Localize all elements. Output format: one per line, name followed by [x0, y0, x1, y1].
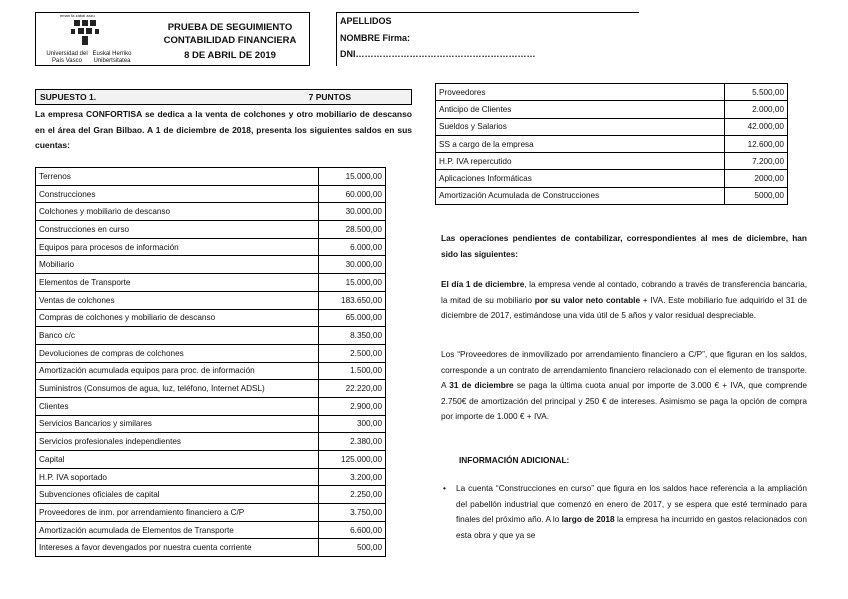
- account-name: H.P. IVA soportado: [36, 468, 319, 486]
- logo-tree-icon: [68, 17, 102, 47]
- account-name: Devoluciones de compras de colchones: [36, 344, 319, 362]
- title-line-3: 8 DE ABRIL DE 2019: [184, 50, 276, 61]
- account-amount: 2.380,00: [319, 433, 386, 451]
- account-amount: 125.000,00: [319, 451, 386, 469]
- text-run: 31 de diciembre: [449, 380, 514, 390]
- text-run: la empresa ha incurrido en gastos relacionados con esta obra y que ya se: [456, 514, 807, 540]
- account-amount: 5000,00: [725, 187, 788, 204]
- account-amount: 2.900,00: [319, 397, 386, 415]
- text-run: , presenta los siguientes saldos en sus cuentas:: [35, 124, 413, 150]
- table-row: [36, 221, 386, 239]
- account-amount: 15.000,00: [319, 274, 386, 292]
- account-amount: 2.500,00: [319, 344, 386, 362]
- text-run: se paga la última cuota anual por importe de 3.000 € + IVA, que comprende 2.750€ de amortización del principal y 250 € de intereses. Asimismo se paga la opción de compra por importe de 1.000 € + IVA.: [441, 380, 808, 421]
- table-row: [36, 168, 386, 186]
- account-amount: 42.000,00: [725, 118, 788, 135]
- balances-table-right: [435, 83, 788, 205]
- account-name: Construcciones en curso: [36, 221, 319, 239]
- table-row: [36, 433, 386, 451]
- account-amount: 7.200,00: [725, 153, 788, 170]
- account-name: Servicios profesionales independientes: [36, 433, 319, 451]
- title-line-1: PRUEBA DE SEGUIMIENTO: [167, 22, 293, 33]
- account-name: SS a cargo de la empresa: [436, 135, 725, 152]
- table-row: [36, 468, 386, 486]
- account-name: Anticipo de Clientes: [436, 101, 725, 118]
- account-amount: 5.500,00: [725, 84, 788, 101]
- account-amount: 2.000,00: [725, 101, 788, 118]
- text-run: por su valor neto contable: [534, 294, 641, 305]
- apellidos-field[interactable]: APELLIDOS: [340, 16, 392, 26]
- student-info-box: [336, 12, 639, 66]
- text-run: El día 1 de diciembre: [441, 279, 525, 289]
- account-amount: 183.650,00: [319, 291, 386, 309]
- table-row: [436, 118, 788, 135]
- table-row: [36, 344, 386, 362]
- text-run: La empresa CONFORTISA se dedica a la venta de colchones y otro mobiliario de descanso en el área del Gran Bilbao. A: [35, 109, 412, 135]
- text-run: + IVA. Este mobiliario fue adquirido el 31 de diciembre de 2017, estimándose una vida útil de 5 años y valor residual despreciable.: [441, 294, 807, 320]
- account-name: Amortización acumulada de Elementos de Transporte: [36, 521, 319, 539]
- table-row: [436, 170, 788, 187]
- account-name: Suministros (Consumos de agua, luz, teléfono, Internet ADSL): [36, 380, 319, 398]
- account-amount: 2.250,00: [319, 486, 386, 504]
- account-amount: 3.750,00: [319, 504, 386, 522]
- account-name: Construcciones: [36, 185, 319, 203]
- account-name: Intereses a favor devengados por nuestra cuenta corriente: [36, 539, 319, 557]
- text-run: largo de 2018: [561, 514, 615, 524]
- table-row: [36, 309, 386, 327]
- account-name: Clientes: [36, 397, 319, 415]
- account-name: Elementos de Transporte: [36, 274, 319, 292]
- account-amount: 30.000,00: [319, 256, 386, 274]
- operation-paragraph-2: [441, 347, 807, 425]
- account-amount: 300,00: [319, 415, 386, 433]
- nombre-field[interactable]: NOMBRE Firma:: [340, 32, 411, 43]
- supuesto-header: [35, 89, 412, 105]
- table-row: [36, 203, 386, 221]
- operations-heading: Las operaciones pendientes de contabilizar, correspondientes al mes de diciembre, han sido las siguientes:: [441, 233, 807, 259]
- account-amount: 60.000,00: [319, 185, 386, 203]
- account-name: Servicios Bancarios y similares: [36, 415, 319, 433]
- account-amount: 6.000,00: [319, 238, 386, 256]
- exam-title: [150, 21, 310, 62]
- account-amount: 1.500,00: [319, 362, 386, 380]
- table-row: [36, 274, 386, 292]
- balances-table-left: [35, 167, 386, 557]
- table-row: [36, 415, 386, 433]
- logo-university-text: Universidad del País Vasco: [46, 51, 88, 64]
- table-row: [36, 486, 386, 504]
- table-row: [436, 135, 788, 152]
- account-amount: 6.600,00: [319, 521, 386, 539]
- account-name: Terrenos: [36, 168, 319, 186]
- table-row: [36, 362, 386, 380]
- table-row: [36, 256, 386, 274]
- table-row: [436, 101, 788, 118]
- table-row: [36, 185, 386, 203]
- table-row: [36, 238, 386, 256]
- account-name: Subvenciones oficiales de capital: [36, 486, 319, 504]
- supuesto-label: SUPUESTO 1.: [40, 92, 97, 102]
- account-name: Aplicaciones Informáticas: [436, 170, 725, 187]
- text-run: La cuenta “Construcciones en curso” que figura en los saldos hace referencia a la ampliación del pabellón industrial que comenzó en enero de 2017, y se espera que esté terminado para finales del próximo año. A lo: [456, 483, 807, 524]
- account-name: Compras de colchones y mobiliario de descanso: [36, 309, 319, 327]
- account-name: Amortización acumulada equipos para proc. de información: [36, 362, 319, 380]
- account-amount: 15.000,00: [319, 168, 386, 186]
- account-amount: 500,00: [319, 539, 386, 557]
- supuesto-intro: [35, 107, 412, 154]
- account-amount: 12.600,00: [725, 135, 788, 152]
- table-row: [36, 327, 386, 345]
- account-amount: 28.500,00: [319, 221, 386, 239]
- account-name: Amortización Acumulada de Construcciones: [436, 187, 725, 204]
- table-row: [36, 521, 386, 539]
- account-amount: 22.220,00: [319, 380, 386, 398]
- table-row: [36, 539, 386, 557]
- account-name: Ventas de colchones: [36, 291, 319, 309]
- account-amount: 30.000,00: [319, 203, 386, 221]
- account-name: Banco c/c: [36, 327, 319, 345]
- table-row: [436, 187, 788, 204]
- account-name: Equipos para procesos de información: [36, 238, 319, 256]
- account-name: Mobiliario: [36, 256, 319, 274]
- logo-basque-text: Euskal Herriko Unibertsitatea: [92, 51, 132, 64]
- account-amount: 8.350,00: [319, 327, 386, 345]
- account-amount: 2000,00: [725, 170, 788, 187]
- account-name: Colchones y mobiliario de descanso: [36, 203, 319, 221]
- account-name: Proveedores de inm. por arrendamiento financiero a C/P: [36, 504, 319, 522]
- title-line-2: CONTABILIDAD FINANCIERA: [163, 35, 297, 46]
- supuesto-points: 7 PUNTOS: [308, 92, 351, 102]
- text-run: , la empresa vende al contado, cobrando a través de transferencia bancaria, la mitad de su mobiliario: [441, 279, 808, 305]
- operation-paragraph-1: [441, 277, 807, 324]
- bullet-icon: •: [443, 483, 446, 493]
- table-row: [436, 84, 788, 101]
- account-amount: 65.000,00: [319, 309, 386, 327]
- account-name: Capital: [36, 451, 319, 469]
- info-bullet-1: [443, 481, 807, 543]
- account-name: Proveedores: [436, 84, 725, 101]
- university-logo: [46, 13, 136, 64]
- logo-motto: eman ta zabal zazu: [60, 13, 95, 18]
- account-amount: 3.200,00: [319, 468, 386, 486]
- text-run: 1 de diciembre de 2018: [155, 124, 251, 135]
- table-row: [36, 451, 386, 469]
- table-row: [36, 291, 386, 309]
- table-row: [36, 380, 386, 398]
- account-name: H.P. IVA repercutido: [436, 153, 725, 170]
- account-name: Sueldos y Salarios: [436, 118, 725, 135]
- table-row: [436, 153, 788, 170]
- table-row: [36, 397, 386, 415]
- table-row: [36, 504, 386, 522]
- info-adicional-heading: INFORMACIÓN ADICIONAL:: [459, 455, 570, 465]
- dni-field[interactable]: DNI……………………………………………………: [340, 49, 536, 59]
- text-run: Los “Proveedores de inmovilizado por arrendamiento financiero a C/P”, que figuran en los saldos, corresponde a un contrato de arrendamiento financiero relacionado con el elemento de transporte. A: [441, 349, 807, 390]
